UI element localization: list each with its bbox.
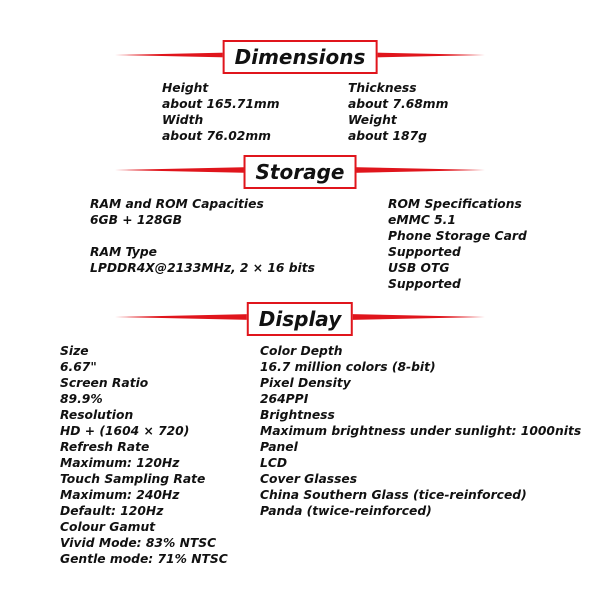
spacer: [90, 228, 315, 244]
spec-label: ROM Specifications: [388, 197, 522, 211]
spec-label: RAM Type: [90, 245, 158, 259]
dimensions-title: Dimensions: [223, 40, 378, 74]
spec-value: Maximum brightness under sunlight: 1000nits: [260, 424, 582, 438]
spec-value: LPDDR4X@2133MHz, 2 × 16 bits: [90, 261, 315, 275]
spec-label: Resolution: [60, 408, 134, 422]
spec-value: LCD: [260, 456, 288, 470]
spec-label: USB OTG: [388, 261, 450, 275]
spec-value: HD + (1604 × 720): [60, 424, 190, 438]
spec-label: Thickness: [348, 81, 417, 95]
spec-value: China Southern Glass (tice-reinforced): [260, 488, 527, 502]
spec-value: Default: 120Hz: [60, 504, 164, 518]
spec-label: Screen Ratio: [60, 376, 149, 390]
spec-value: 6GB + 128GB: [90, 213, 183, 227]
spec-value: Panda (twice-reinforced): [260, 504, 432, 518]
spec-label: Cover Glasses: [260, 472, 358, 486]
spec-value: 16.7 million colors (8-bit): [260, 360, 436, 374]
dimensions-right: [348, 80, 448, 144]
spec-value: about 187g: [348, 129, 427, 143]
spec-value: eMMC 5.1: [388, 213, 456, 227]
spec-label: Color Depth: [260, 344, 343, 358]
spec-label: RAM and ROM Capacities: [90, 197, 264, 211]
storage-title: Storage: [244, 155, 357, 189]
spec-label: Phone Storage Card: [388, 229, 527, 243]
spec-label: Refresh Rate: [60, 440, 150, 454]
spec-value: 89.9%: [60, 392, 103, 406]
display-title: Display: [247, 302, 353, 336]
display-left: [60, 343, 228, 567]
spec-label: Colour Gamut: [60, 520, 156, 534]
dimensions-left: [162, 80, 280, 144]
spec-value: about 76.02mm: [162, 129, 271, 143]
spec-value: Maximum: 240Hz: [60, 488, 180, 502]
spec-label: Size: [60, 344, 89, 358]
dimensions-header: [0, 36, 600, 76]
spec-value: Supported: [388, 277, 461, 291]
spec-label: Height: [162, 81, 209, 95]
storage-header: [0, 151, 600, 191]
spec-value: 264PPI: [260, 392, 309, 406]
spec-label: Panel: [260, 440, 298, 454]
spec-label: Pixel Density: [260, 376, 351, 390]
storage-left: [90, 196, 315, 276]
spec-value: 6.67": [60, 360, 97, 374]
spec-label: Brightness: [260, 408, 335, 422]
spec-label: Touch Sampling Rate: [60, 472, 206, 486]
spec-value: Gentle mode: 71% NTSC: [60, 552, 228, 566]
storage-right: [388, 196, 527, 292]
display-header: [0, 298, 600, 338]
spec-value: about 165.71mm: [162, 97, 280, 111]
spec-value: about 7.68mm: [348, 97, 449, 111]
spec-value: Supported: [388, 245, 461, 259]
spec-value: Vivid Mode: 83% NTSC: [60, 536, 217, 550]
spec-value: Maximum: 120Hz: [60, 456, 180, 470]
spec-label: Weight: [348, 113, 397, 127]
spec-label: Width: [162, 113, 204, 127]
display-right: [260, 343, 581, 519]
